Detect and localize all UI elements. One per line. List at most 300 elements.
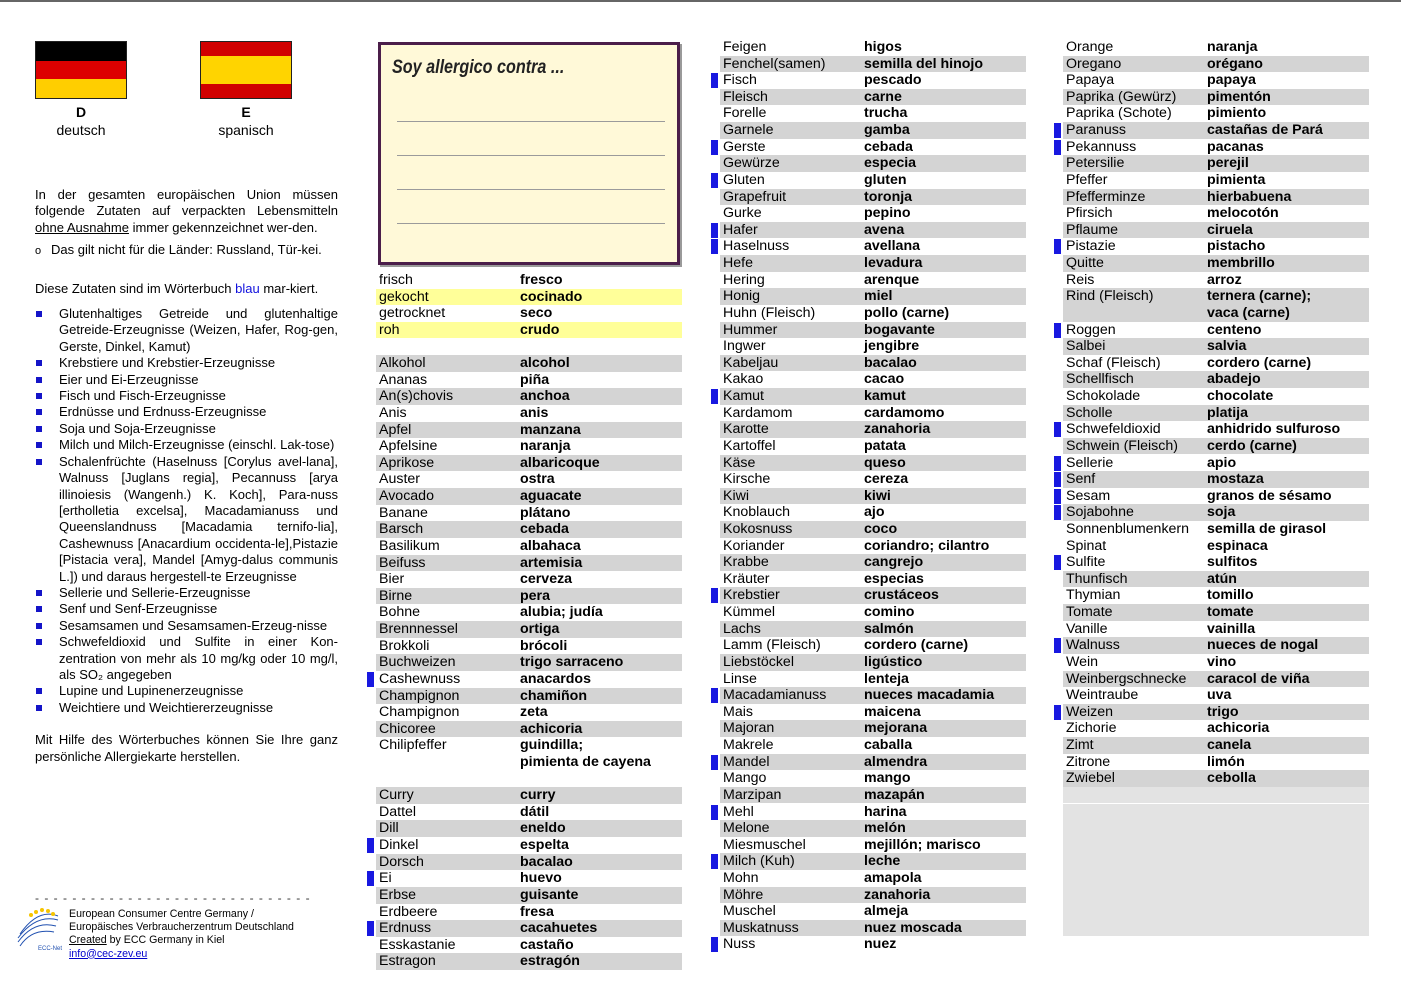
- spanish-term: orégano: [1207, 55, 1263, 72]
- german-term: Miesmuschel: [723, 836, 806, 853]
- dictionary-row: [376, 521, 682, 538]
- allergen-item: [35, 437, 338, 453]
- german-term: Reis: [1066, 271, 1095, 288]
- dictionary-row: [1063, 205, 1369, 222]
- dictionary-row: [1063, 355, 1369, 372]
- spanish-term: caballa: [864, 737, 913, 754]
- german-term: Schokolade: [1066, 388, 1141, 405]
- dictionary-row: [1063, 887, 1369, 904]
- german-term: Karotte: [723, 421, 769, 438]
- dictionary-row: [376, 671, 682, 688]
- german-term: Fenchel(samen): [723, 55, 826, 72]
- allergen-marker-icon: [711, 688, 718, 703]
- spanish-term: mazapán: [864, 786, 925, 803]
- spanish-term: castaño: [520, 936, 574, 953]
- german-term: Zitrone: [1066, 753, 1111, 770]
- flag-stripe: [36, 42, 126, 61]
- dictionary-row: [376, 571, 682, 588]
- dictionary-row: [720, 305, 1026, 322]
- dictionary-row: [720, 105, 1026, 122]
- spanish-term: leche: [864, 853, 901, 870]
- spanish-term: arenque: [864, 271, 920, 288]
- spanish-term: trigo: [1207, 703, 1239, 720]
- german-term: Gurke: [723, 205, 762, 222]
- spanish-term: cerveza: [520, 571, 573, 588]
- allergen-text: Milch und Milch-Erzeugnisse (einschl. Lak-tose): [59, 437, 335, 453]
- spanish-term: cordero (carne): [1207, 354, 1312, 371]
- german-term: Kardamom: [723, 404, 793, 421]
- dictionary-row: [1063, 554, 1369, 571]
- spanish-term: cacao: [864, 371, 905, 388]
- spanish-term: bacalao: [864, 354, 917, 371]
- blue-square-bullet-icon: [36, 459, 42, 465]
- allergen-item: [35, 404, 338, 420]
- dictionary-row: [1063, 438, 1369, 455]
- dictionary-row: [376, 654, 682, 671]
- german-term: gekocht: [379, 288, 429, 305]
- spanish-term: avellana: [864, 238, 921, 255]
- spanish-term: ciruela: [1207, 221, 1253, 238]
- german-term: Dinkel: [379, 837, 419, 854]
- dictionary-row: [720, 920, 1026, 937]
- dictionary-row: [720, 887, 1026, 904]
- spanish-term: tomillo: [1207, 587, 1254, 604]
- german-term: Basilikum: [379, 537, 440, 554]
- spanish-term: mejorana: [864, 720, 928, 737]
- german-term: Buchweizen: [379, 654, 456, 671]
- spanish-term: pera: [520, 587, 550, 604]
- dictionary-row: [1063, 56, 1369, 73]
- spanish-term: platija: [1207, 404, 1248, 421]
- blue-square-bullet-icon: [36, 360, 42, 366]
- german-term: getrocknet: [379, 305, 446, 322]
- allergen-marker-icon: [367, 838, 374, 853]
- dictionary-row: [720, 521, 1026, 538]
- spanish-term: toronja: [864, 188, 913, 205]
- spanish-term: huevo: [520, 870, 562, 887]
- dictionary-row: [376, 388, 682, 405]
- german-term: Pflaume: [1066, 221, 1119, 238]
- german-term: Majoran: [723, 720, 775, 737]
- spanish-term: pepino: [864, 205, 911, 222]
- dictionary-row: [1063, 255, 1369, 272]
- dictionary-row: [376, 471, 682, 488]
- dictionary-row: [720, 222, 1026, 239]
- spanish-term: salmón: [864, 620, 914, 637]
- spanish-term: vino: [1207, 653, 1237, 670]
- footer-line: Europäisches Verbraucherzentrum Deutschland: [69, 921, 294, 934]
- dictionary-row: [720, 338, 1026, 355]
- dictionary-row: [376, 488, 682, 505]
- lang-name-es: spanisch: [218, 122, 274, 138]
- spanish-term: zanahoria: [864, 886, 931, 903]
- spanish-term: albahaca: [520, 537, 581, 554]
- dictionary-row: [1063, 189, 1369, 206]
- spanish-term: coriandro; cilantro: [864, 537, 990, 554]
- spanish-term: soja: [1207, 504, 1236, 521]
- german-term: Chilipfeffer: [379, 737, 447, 754]
- allergen-marker-icon: [711, 588, 718, 603]
- allergen-marker-icon: [1054, 323, 1061, 338]
- german-term: Käse: [723, 454, 756, 471]
- dictionary-row: [376, 588, 682, 605]
- allergen-marker-icon: [1054, 505, 1061, 520]
- write-line: [397, 223, 665, 224]
- german-term: Feigen: [723, 39, 767, 55]
- dictionary-row: [720, 737, 1026, 754]
- allergen-item: [35, 634, 338, 683]
- german-term: Kokosnuss: [723, 520, 793, 537]
- dictionary-row: [720, 56, 1026, 73]
- dictionary-row: [1063, 587, 1369, 604]
- allergen-item: [35, 372, 338, 388]
- spanish-term: trucha: [864, 105, 908, 122]
- dictionary-row: [720, 322, 1026, 339]
- spanish-term: carne: [864, 88, 902, 105]
- spanish-term: ligústico: [864, 653, 923, 670]
- svg-text:ECC-Net: ECC-Net: [38, 946, 62, 952]
- dictionary-row: [376, 621, 682, 638]
- dictionary-row: [720, 853, 1026, 870]
- dictionary-row: [1063, 787, 1369, 804]
- german-term: Ananas: [379, 371, 428, 388]
- spanish-term: vaca (carne): [1207, 304, 1290, 321]
- blue-square-bullet-icon: [36, 393, 42, 399]
- allergen-text: Senf und Senf-Erzeugnisse: [59, 601, 218, 617]
- spanish-term: almendra: [864, 753, 928, 770]
- spanish-term: cebada: [864, 138, 913, 155]
- german-term: Bier: [379, 571, 405, 588]
- allergen-item: [35, 454, 338, 585]
- dictionary-row: [720, 654, 1026, 671]
- german-term: An(s)chovis: [379, 388, 454, 405]
- spanish-term: ternera (carne);: [1207, 288, 1312, 305]
- intro-paragraph: [35, 187, 338, 236]
- spanish-term: cocinado: [520, 288, 583, 305]
- blue-square-bullet-icon: [36, 590, 42, 596]
- german-term: Thunfisch: [1066, 570, 1128, 587]
- allergen-text: Weichtiere und Weichtiererzeugnisse: [59, 699, 274, 715]
- dictionary-row: [720, 39, 1026, 56]
- spanish-term: pimentón: [1207, 88, 1271, 105]
- german-term: Gewürze: [723, 155, 780, 172]
- dictionary-row: [1063, 770, 1369, 787]
- spanish-term: plátano: [520, 504, 571, 521]
- dictionary-row: [1063, 870, 1369, 887]
- german-term: Kiwi: [723, 487, 750, 504]
- allergen-item: [35, 585, 338, 601]
- german-term: roh: [379, 321, 400, 338]
- dictionary-row: [376, 455, 682, 472]
- dictionary-row: [376, 704, 682, 721]
- german-term: Schwefeldioxid: [1066, 421, 1161, 438]
- spanish-term: piña: [520, 371, 550, 388]
- dictionary-row: [1063, 804, 1369, 821]
- spanish-term: curry: [520, 787, 556, 804]
- dictionary-row: [376, 555, 682, 572]
- dictionary-row: [1063, 920, 1369, 937]
- ecc-net-logo-icon: [14, 904, 62, 952]
- allergen-marker-icon: [367, 672, 374, 687]
- german-term: Paprika (Gewürz): [1066, 88, 1177, 105]
- german-term: Haselnuss: [723, 238, 790, 255]
- german-term: Möhre: [723, 886, 764, 903]
- dictionary-row: [1063, 388, 1369, 405]
- german-term: Oregano: [1066, 55, 1122, 72]
- german-term: Curry: [379, 787, 414, 804]
- dictionary-row: [720, 288, 1026, 305]
- german-term: Erdbeere: [379, 903, 438, 920]
- dictionary-row: [376, 754, 682, 771]
- allergen-marker-icon: [1054, 239, 1061, 254]
- german-term: Garnele: [723, 122, 774, 139]
- allergen-marker-icon: [711, 239, 718, 254]
- german-term: Anis: [379, 404, 407, 421]
- spanish-term: chocolate: [1207, 388, 1274, 405]
- dictionary-row: [376, 289, 682, 306]
- allergen-marker-icon: [711, 140, 718, 155]
- dictionary-row: [720, 139, 1026, 156]
- german-term: Barsch: [379, 521, 424, 538]
- spanish-term: comino: [864, 604, 915, 621]
- dictionary-row: [376, 887, 682, 904]
- german-term: Mohn: [723, 870, 759, 886]
- german-term: Zwiebel: [1066, 770, 1115, 787]
- allergen-marker-icon: [711, 805, 718, 820]
- dictionary-row: [720, 936, 1026, 953]
- spanish-term: canela: [1207, 737, 1252, 754]
- german-term: Huhn (Fleisch): [723, 304, 816, 321]
- dictionary-row: [1063, 903, 1369, 920]
- german-term: Pfirsich: [1066, 205, 1113, 222]
- spanish-term: kiwi: [864, 487, 891, 504]
- dictionary-row: [1063, 853, 1369, 870]
- dictionary-row: [720, 837, 1026, 854]
- german-term: Schaf (Fleisch): [1066, 354, 1161, 371]
- german-term: Muschel: [723, 903, 776, 920]
- dictionary-row: [720, 770, 1026, 787]
- allergen-marker-icon: [1054, 489, 1061, 504]
- german-term: Rind (Fleisch): [1066, 288, 1154, 305]
- footer-line: [69, 934, 294, 947]
- german-flag-icon: [35, 41, 127, 99]
- dictionary-row: [720, 504, 1026, 521]
- spanish-term: jengibre: [864, 338, 920, 355]
- spanish-term: albaricoque: [520, 454, 600, 471]
- spanish-term: pistacho: [1207, 238, 1266, 255]
- dictionary-row: [1063, 305, 1369, 322]
- spanish-term: manzana: [520, 421, 581, 438]
- dictionary-row: [1063, 105, 1369, 122]
- dictionary-row: [720, 538, 1026, 555]
- spanish-term: crudo: [520, 321, 560, 338]
- german-term: Salbei: [1066, 338, 1106, 355]
- spanish-term: chamiñon: [520, 687, 588, 704]
- email-link[interactable]: info@cec-zev.eu: [69, 947, 148, 960]
- spanish-term: pacanas: [1207, 138, 1264, 155]
- flag-stripe: [201, 42, 291, 56]
- german-term: Erdnuss: [379, 920, 432, 937]
- blue-square-bullet-icon: [36, 623, 42, 629]
- dictionary-row: [1063, 222, 1369, 239]
- dictionary-row: [1063, 272, 1369, 289]
- allergen-marker-icon: [711, 223, 718, 238]
- dictionary-row: [376, 322, 682, 339]
- dictionary-row: [1063, 837, 1369, 854]
- dictionary-row: [376, 505, 682, 522]
- spanish-term: anchoa: [520, 388, 570, 405]
- allergen-text: Soja und Soja-Erzeugnisse: [59, 420, 216, 436]
- allergen-text: Krebstiere und Krebstier-Erzeugnisse: [59, 355, 276, 371]
- spanish-term: cereza: [864, 471, 909, 488]
- circle-bullet-icon: o: [35, 245, 42, 258]
- allergen-item: [35, 388, 338, 404]
- german-term: Makrele: [723, 737, 774, 754]
- spanish-term: arroz: [1207, 271, 1242, 288]
- spanish-term: zanahoria: [864, 421, 931, 438]
- german-term: Papaya: [1066, 72, 1115, 89]
- spanish-term: fresa: [520, 903, 554, 920]
- spanish-term: naranja: [520, 438, 571, 455]
- dictionary-row: [1063, 371, 1369, 388]
- german-term: Champignon: [379, 704, 460, 721]
- german-term: Roggen: [1066, 321, 1116, 338]
- german-term: Alkohol: [379, 355, 426, 372]
- spanish-term: maicena: [864, 703, 921, 720]
- spanish-term: anhidrido sulfuroso: [1207, 421, 1341, 438]
- allergen-text: Schwefeldioxid und Sulfite in einer Kon-zentration von mehr als 10 mg/kg oder 10 mg/l, als SO₂ angegeben: [59, 634, 338, 682]
- dictionary-row: [720, 587, 1026, 604]
- spanish-term: guindilla;: [520, 737, 584, 754]
- spanish-term: cangrejo: [864, 554, 924, 571]
- german-term: Hummer: [723, 321, 778, 338]
- german-term: Macadamianuss: [723, 687, 827, 704]
- dictionary-row: [720, 903, 1026, 920]
- spanish-term: ajo: [864, 504, 885, 521]
- german-term: Zimt: [1066, 737, 1094, 754]
- german-term: Paprika (Schote): [1066, 105, 1172, 122]
- blue-square-bullet-icon: [36, 426, 42, 432]
- spanish-term: alubia; judía: [520, 604, 603, 621]
- allergen-text: Sesamsamen und Sesamsamen-Erzeug-nisse: [59, 617, 328, 633]
- dictionary-row: [376, 721, 682, 738]
- dictionary-row: [1063, 322, 1369, 339]
- dictionary-row: [376, 737, 682, 754]
- german-term: Kamut: [723, 388, 765, 405]
- german-term: Zichorie: [1066, 720, 1117, 737]
- german-term: Honig: [723, 288, 761, 305]
- write-line: [397, 155, 665, 156]
- spanish-term: mango: [864, 770, 911, 787]
- spanish-term: achicoria: [1207, 720, 1270, 737]
- spanish-term: patata: [864, 437, 906, 454]
- german-term: Sonnenblumenkern: [1066, 520, 1190, 537]
- spanish-term: amapola: [864, 870, 922, 886]
- german-term: Birne: [379, 587, 413, 604]
- dictionary-row: [376, 953, 682, 970]
- dictionary-row: [1063, 172, 1369, 189]
- dictionary-row: [720, 720, 1026, 737]
- dictionary-row: [720, 272, 1026, 289]
- dictionary-row: [720, 371, 1026, 388]
- german-term: Weinbergschnecke: [1066, 670, 1187, 687]
- german-term: Lachs: [723, 620, 761, 637]
- german-term: Thymian: [1066, 587, 1121, 604]
- spanish-term: eneldo: [520, 820, 566, 837]
- german-term: Sojabohne: [1066, 504, 1134, 521]
- dictionary-row: [376, 904, 682, 921]
- spanish-term: pimienta: [1207, 171, 1266, 188]
- dictionary-row: [1063, 754, 1369, 771]
- spanish-term: seco: [520, 305, 553, 322]
- info-panel: [35, 187, 338, 765]
- dictionary-row: [1063, 720, 1369, 737]
- footer-line: European Consumer Centre Germany /: [69, 908, 254, 920]
- german-term: Sulfite: [1066, 554, 1106, 571]
- dictionary-row: [376, 438, 682, 455]
- spanish-term: mostaza: [1207, 471, 1264, 488]
- dictionary-row: [720, 189, 1026, 206]
- spanish-term: estragón: [520, 953, 580, 970]
- allergen-marker-icon: [711, 755, 718, 770]
- spanish-term: melocotón: [1207, 205, 1279, 222]
- spanish-term: mejillón; marisco: [864, 836, 981, 853]
- german-term: Hefe: [723, 255, 753, 272]
- spanish-term: cardamomo: [864, 404, 945, 421]
- dictionary-row: [1063, 89, 1369, 106]
- allergen-marker-icon: [1054, 705, 1061, 720]
- allergy-card: [378, 42, 680, 265]
- german-term: Linse: [723, 670, 757, 687]
- dictionary-row: [376, 372, 682, 389]
- german-term: Liebstöckel: [723, 653, 794, 670]
- german-term: Pfefferminze: [1066, 188, 1146, 205]
- german-term: Muskatnuss: [723, 919, 799, 936]
- spanish-term: naranja: [1207, 39, 1258, 55]
- dictionary-row: [720, 72, 1026, 89]
- german-term: Knoblauch: [723, 504, 791, 521]
- spanish-term: espelta: [520, 837, 569, 854]
- closing-paragraph: Mit Hilfe des Wörterbuches können Sie Ihre ganz persönliche Allergiekarte herstellen.: [35, 732, 338, 764]
- german-term: Forelle: [723, 105, 767, 122]
- spanish-term: anacardos: [520, 670, 591, 687]
- german-term: frisch: [379, 272, 413, 288]
- german-term: Apfelsine: [379, 438, 438, 455]
- german-term: Erbse: [379, 886, 417, 903]
- dictionary-row: [1063, 704, 1369, 721]
- flag-stripe: [201, 56, 291, 84]
- allergen-item: [35, 355, 338, 371]
- marking-text: mar-kiert.: [259, 280, 319, 296]
- spanish-term: pimiento: [1207, 105, 1267, 122]
- write-line: [397, 121, 665, 122]
- german-term: Kräuter: [723, 570, 770, 587]
- dictionary-row: [1063, 604, 1369, 621]
- german-term: Dattel: [379, 803, 417, 820]
- dictionary-row: [720, 238, 1026, 255]
- spanish-term: salvia: [1207, 338, 1247, 355]
- spanish-flag-icon: [200, 41, 292, 99]
- german-term: Kümmel: [723, 604, 776, 621]
- dictionary-row: [1063, 122, 1369, 139]
- spanish-term: levadura: [864, 255, 923, 272]
- german-term: Schwein (Fleisch): [1066, 437, 1178, 454]
- german-term: Petersilie: [1066, 155, 1125, 172]
- german-term: Scholle: [1066, 404, 1113, 421]
- dictionary-row: [1063, 488, 1369, 505]
- dictionary-row: [720, 621, 1026, 638]
- spanish-term: cacahuetes: [520, 920, 598, 937]
